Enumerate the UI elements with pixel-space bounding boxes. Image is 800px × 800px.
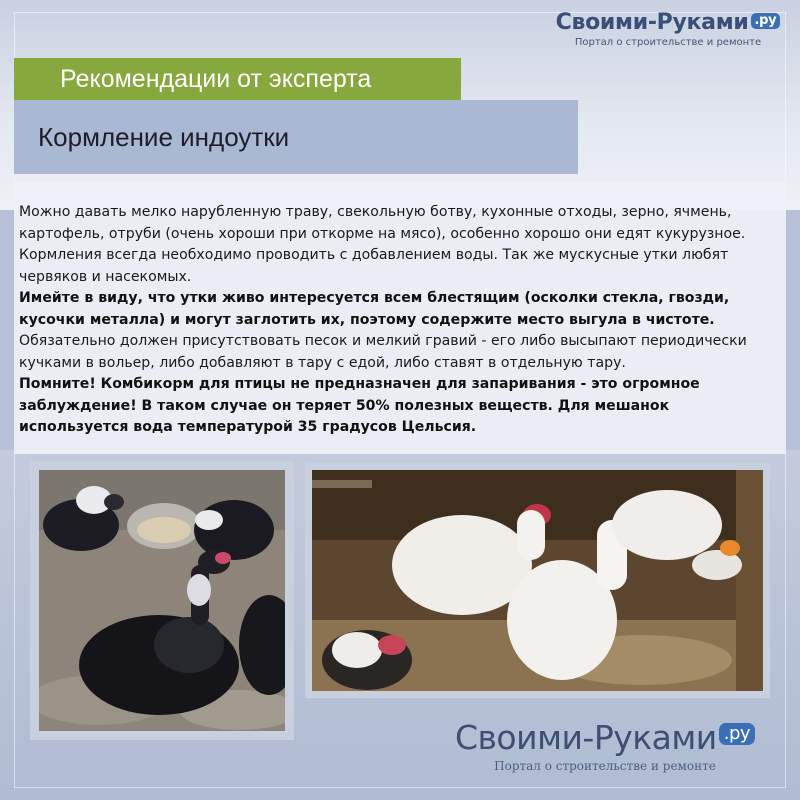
logo-brand-text: Своими-Руками	[454, 718, 717, 757]
black-muscovy-ducks-photo	[30, 461, 294, 740]
paragraph-sand: Обязательно должен присутствовать песок и мелкий гравий - его либо высыпают периодически кучками в вольер, либо добавляют в тару с едой, либо ставят в отдельную тару.	[19, 333, 747, 371]
site-logo-bottom[interactable]	[440, 718, 770, 773]
paragraph-warning: Имейте в виду, что утки живо интересуется всем блестящим (осколки стекла, гвозди, кусочки металла) и могут заглотить их, поэтому содержите место выгула в чистоте.	[19, 290, 730, 328]
site-logo-top[interactable]	[548, 10, 788, 48]
black-ducks-illustration	[39, 470, 285, 731]
logo-tagline: Портал о строительстве и ремонте	[494, 759, 716, 773]
paragraph-reminder: Помните! Комбикорм для птицы не предназначен для запаривания - это огромное заблуждение! В таком случае он теряет 50% полезных веществ. Для мешанок используется вода температурой 35 градусов Цельсия.	[19, 376, 700, 435]
paragraph-feeding: Можно давать мелко нарубленную траву, свекольную ботву, кухонные отходы, зерно, ячмень, картофель, отруби (очень хороши при откорме на мясо), особенно хорошо они едят кукурузное. Кормления всегда необходимо проводить с добавлением воды. Так же мускусные утки любят червяков и насекомых.	[19, 204, 746, 285]
logo-brand	[440, 718, 770, 757]
article-text	[14, 182, 786, 454]
white-muscovy-ducks-photo	[305, 463, 770, 698]
logo-brand	[548, 10, 788, 35]
logo-ru-badge: .ру	[719, 723, 755, 745]
expert-banner: Рекомендации от эксперта	[14, 58, 461, 100]
page-title: Кормление индоутки	[14, 100, 578, 174]
white-ducks-illustration	[312, 470, 763, 691]
logo-ru-badge: .ру	[751, 13, 781, 29]
logo-brand-text: Своими-Руками	[555, 10, 749, 35]
logo-tagline: Портал о строительстве и ремонте	[574, 37, 762, 48]
